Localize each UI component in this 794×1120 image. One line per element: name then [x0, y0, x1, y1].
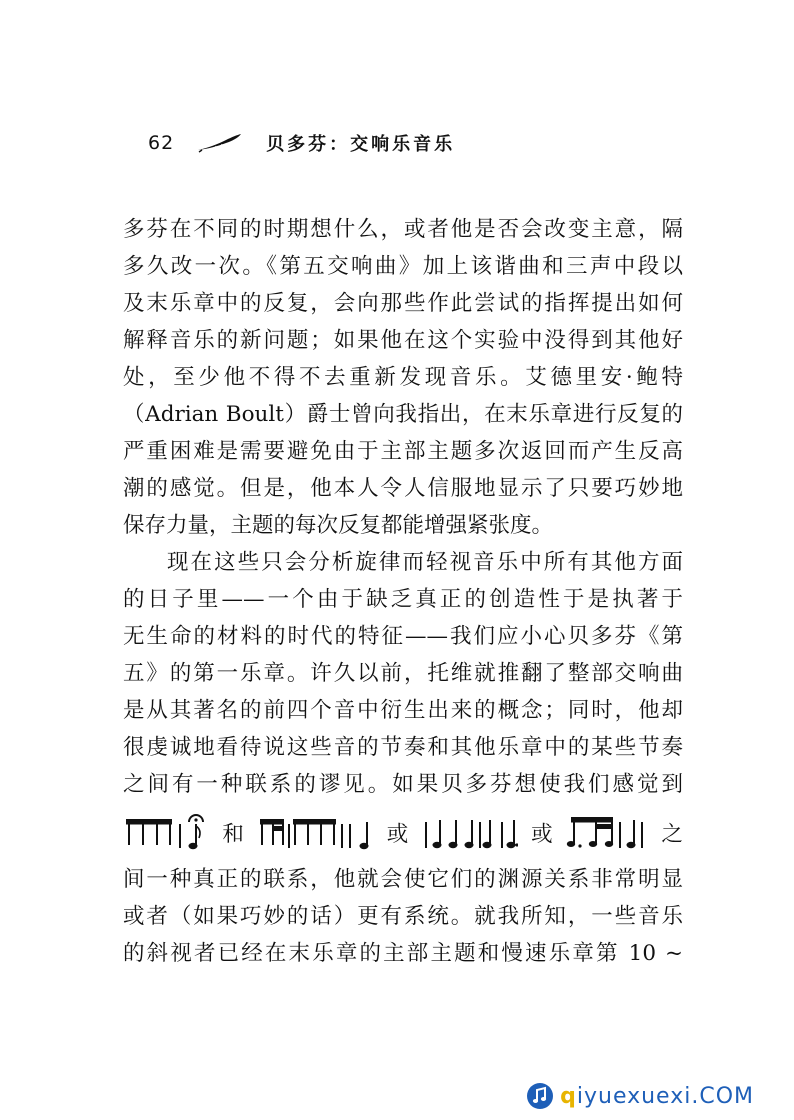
text-line: （Adrian Boult）爵士曾向我指出，在末乐章进行反复的 — [123, 402, 683, 427]
text-line: 或者（如果巧妙的话）更有系统。就我所知，一些音乐 — [123, 904, 683, 929]
rhythm-figure-4-icon — [566, 812, 648, 852]
book-title: 贝多芬：交响乐音乐 — [266, 134, 456, 155]
text-line: 处，至少他不得不去重新发现音乐。艾德里安·鲍特 — [123, 365, 683, 390]
rhythm-figure-2-icon — [257, 812, 373, 852]
text-line: 的日子里——一个由于缺乏真正的创造性于是执著于 — [123, 587, 683, 612]
text-line: 是从其著名的前四个音中衍生出来的概念；同时，他却 — [123, 698, 683, 723]
text-line: 潮的感觉。但是，他本人令人信服地显示了只要巧妙地 — [123, 476, 683, 501]
watermark-q: q — [560, 1083, 577, 1109]
particle-between: 之 — [661, 821, 683, 847]
conjunction-or-2: 或 — [531, 821, 553, 847]
text-line: 解释音乐的新问题；如果他在这个实验中没得到其他好 — [123, 328, 683, 353]
text-line: 保存力量，主题的每次反复都能增强紧张度。 — [123, 513, 554, 538]
text-line: 间一种真正的联系，他就会使它们的渊源关系非常明显 — [123, 867, 683, 892]
text-line: 很虔诚地看待说这些音的节奏和其他乐章中的某些节奏 — [123, 735, 683, 760]
text-line: 无生命的材料的时代的特征——我们应小心贝多芬《第 — [123, 624, 683, 649]
watermark-domain: iyuexuexi.COM — [576, 1083, 754, 1109]
text-line: 五》的第一乐章。许久以前，托维就推翻了整部交响曲 — [123, 661, 683, 686]
conjunction-or-1: 或 — [386, 821, 409, 847]
music-note-icon — [526, 1082, 554, 1110]
rhythm-figure-3-icon — [422, 812, 518, 852]
text-line: 的斜视者已经在末乐章的主部主题和慢速乐章第 10 ~ — [123, 941, 683, 966]
page-number: 62 — [148, 132, 175, 154]
site-watermark — [526, 1082, 754, 1110]
body-text — [123, 211, 683, 972]
conjunction-and: 和 — [222, 821, 244, 847]
page-header — [148, 126, 455, 160]
text-line: 现在这些只会分析旋律而轻视音乐中所有其他方面 — [167, 550, 683, 575]
text-line: 多芬在不同的时期想什么，或者他是否会改变主意，隔 — [123, 217, 683, 242]
text-line: 及末乐章中的反复，会向那些作此尝试的指挥提出如何 — [123, 291, 683, 316]
rhythm-notation-line — [123, 803, 683, 861]
text-line: 多久改一次。《第五交响曲》加上该谐曲和三声中段以 — [123, 254, 683, 279]
quill-ornament-icon — [196, 133, 242, 153]
text-line: 严重困难是需要避免由于主部主题多次返回而产生反高 — [123, 439, 683, 464]
rhythm-figure-1-icon — [123, 812, 209, 852]
text-line: 之间有一种联系的谬见。如果贝多芬想使我们感觉到 — [123, 772, 683, 797]
